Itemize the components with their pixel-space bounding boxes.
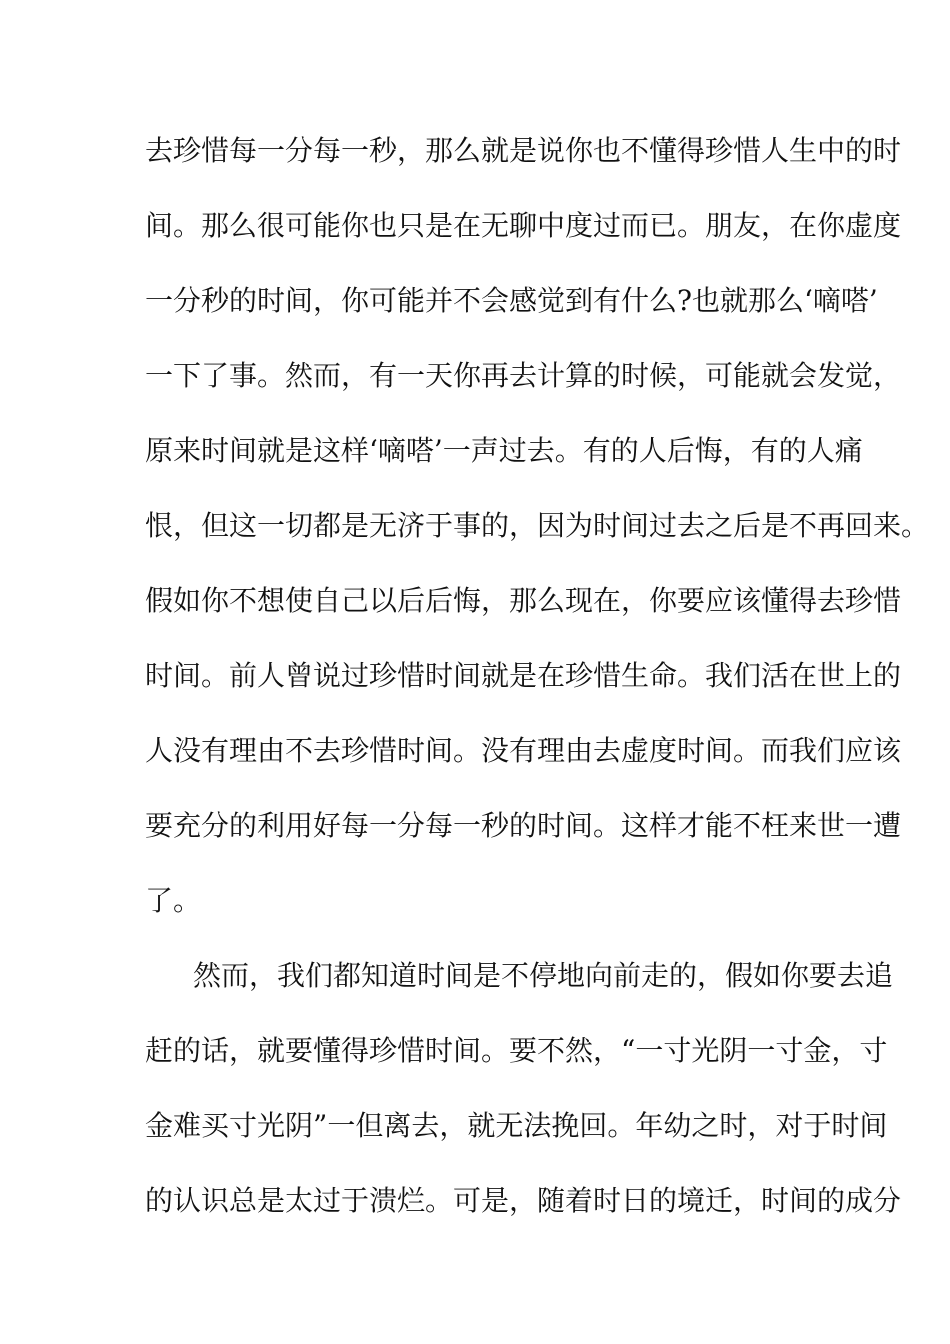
text-line: 一下了事。然而，有一天你再去计算的时候，可能就会发觉， — [145, 359, 902, 392]
text-line: 人没有理由不去珍惜时间。没有理由去虚度时间。而我们应该 — [145, 734, 902, 767]
text-line: 间。那么很可能你也只是在无聊中度过而已。朋友，在你虚度 — [145, 209, 902, 242]
text-line: 去珍惜每一分每一秒，那么就是说你也不懂得珍惜人生中的时 — [145, 134, 902, 167]
text-line: 赶的话，就要懂得珍惜时间。要不然，“一寸光阴一寸金，寸 — [145, 1034, 888, 1067]
paragraph-first-line: 然而，我们都知道时间是不停地向前走的，假如你要去追 — [193, 959, 894, 992]
text-line: 了。 — [145, 884, 202, 917]
text-line: 一分秒的时间，你可能并不会感觉到有什么?也就那么‘嘀嗒’ — [145, 284, 878, 317]
text-line: 恨，但这一切都是无济于事的，因为时间过去之后是不再回来。 — [145, 509, 930, 542]
text-line: 假如你不想使自己以后后悔，那么现在，你要应该懂得去珍惜 — [145, 584, 902, 617]
text-line: 要充分的利用好每一分每一秒的时间。这样才能不枉来世一遭 — [145, 809, 902, 842]
text-line: 的认识总是太过于溃烂。可是，随着时日的境迁，时间的成分 — [145, 1184, 902, 1217]
text-line: 时间。前人曾说过珍惜时间就是在珍惜生命。我们活在世上的 — [145, 659, 902, 692]
text-line: 金难买寸光阴”一但离去，就无法挽回。年幼之时，对于时间 — [145, 1109, 888, 1142]
text-line: 原来时间就是这样‘嘀嗒’一声过去。有的人后悔，有的人痛 — [145, 434, 863, 467]
